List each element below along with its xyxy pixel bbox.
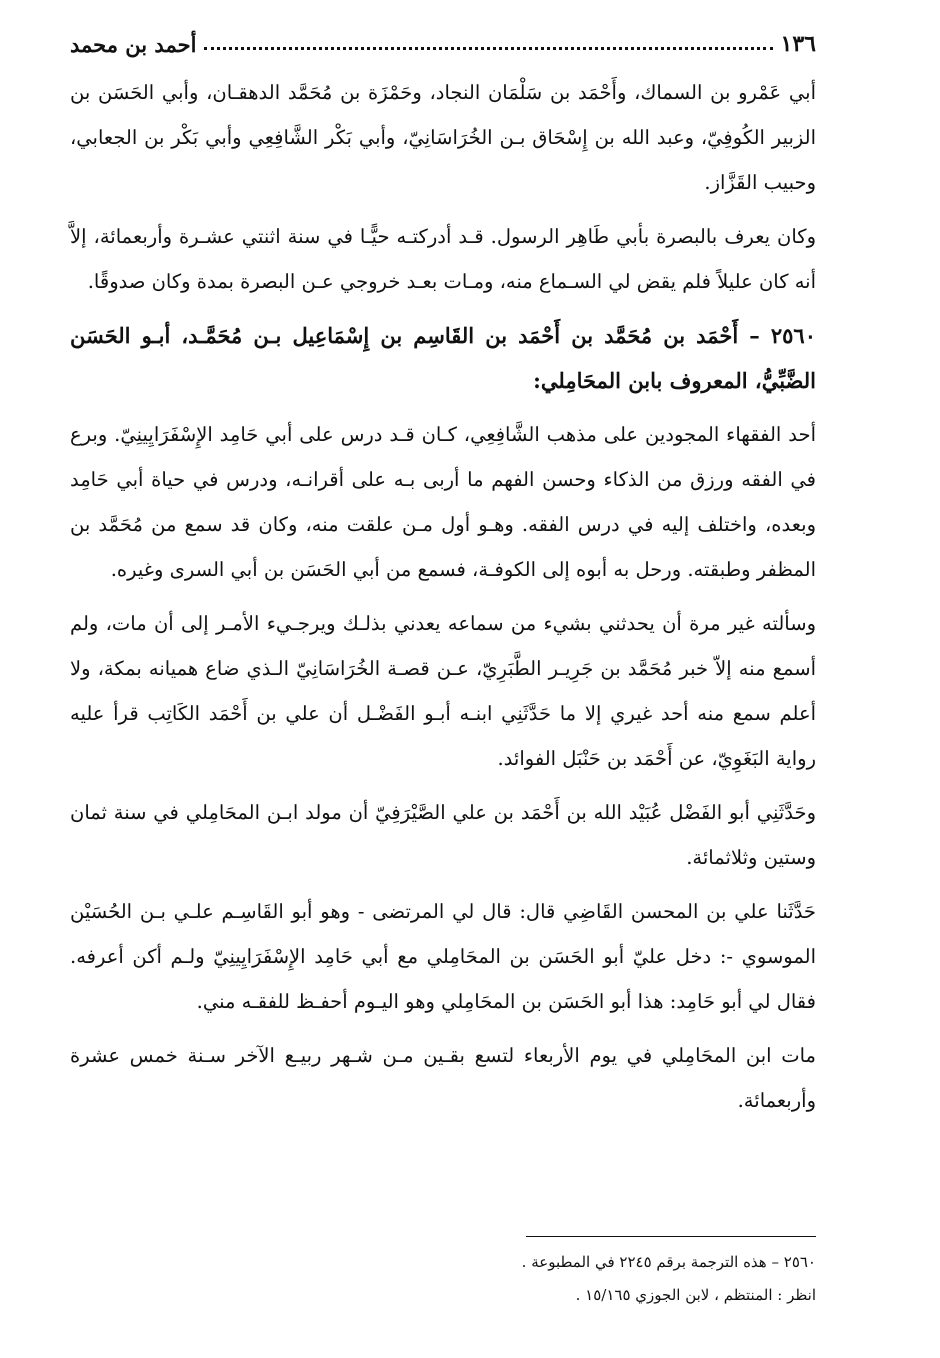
paragraph: وسألته غير مرة أن يحدثني بشيء من سماعه يعدني بذلـك ويرجـيء الأمـر إلى أن مات، ولم أسمع منه إلاّ خبر مُحَمَّد بن جَرِيـر الطَّبَرِيّ، عـن قصـة الخُرَاسَانِيّ الـذي ضاع هميانه بمكة، ولا أعلم سمع منه أحد غيري إلا ما حَدَّثَنِي ابنـه أبـو الفَضْـل أن علي بن أَحْمَد الكَاتِب قرأ عليه رواية البَغَوِيّ، عن أَحْمَد بن حَنْبَل الفوائد. — [70, 612, 817, 770]
paragraph: حَدَّثَنا علي بن المحسن القَاضِي قال: قال لي المرتضى - وهو أبو القَاسِـم علـي بـن الحُسَيْن الموسوي -: دخل عليّ أبو الحَسَن بن المحَامِلي مع أبي حَامِد الإِسْفَرَايِينِيّ ولـم أكن أعرفه. فقال لي أبو حَامِد: هذا أبو الحَسَن بن المحَامِلي وهو اليـوم أحفـظ للفقـه مني. — [70, 900, 816, 1013]
page-header — [70, 24, 816, 64]
header-dotted-leader — [204, 47, 772, 50]
paragraph: وحَدَّثَنِي أبو الفَضْل عُبَيْد الله بن أَحْمَد بن علي الصَّيْرَفِيّ أن مولد ابـن المحَامِلي في سنة ثمان وستين وثلاثمائة. — [70, 801, 816, 869]
page-body — [70, 70, 816, 1132]
running-title: أحمد بن محمد — [70, 31, 197, 57]
entry-title: ٢٥٦٠ – أَحْمَد بن مُحَمَّد بن أَحْمَد بن القَاسِم بن إِسْمَاعِيل بـن مُحَمَّـد، أبـو الحَسَن الضَّبِّيُّ، المعروف بابن المحَامِلي: — [70, 323, 816, 393]
footnote: انظر : المنتظم ، لابن الجوزي ١٥/١٦٥ . — [575, 1286, 816, 1304]
footnote: ٢٥٦٠ – هذه الترجمة برقم ٢٢٤٥ في المطبوعة . — [521, 1253, 816, 1271]
paragraph: أبي عَمْرو بن السماك، وأَحْمَد بن سَلْمَان النجاد، وحَمْزَة بن مُحَمَّد الدهقـان، وأبي الحَسَن بن الزبير الكُوفِيّ، وعبد الله بن إِسْحَاق بـن الخُرَاسَانِيّ، وأبي بَكْر الشَّافِعِي وأبي بَكْر بن الجعابي، وحبيب القَزَّاز. — [70, 81, 816, 194]
footnote-separator — [526, 1236, 816, 1237]
paragraph: مات ابن المحَامِلي في يوم الأربعاء لتسع بقـين مـن شـهر ربيـع الآخر سـنة خمس عشرة وأربعمائة. — [70, 1044, 816, 1112]
paragraph: أحد الفقهاء المجودين على مذهب الشَّافِعِي، كـان قـد درس على أبي حَامِد الإِسْفَرَايِينِيّ. وبرع في الفقه ورزق من الذكاء وحسن الفهم ما أربى بـه على أقرانـه، ودرس في حياة أبي حَامِد وبعده، واختلف إليه في درس الفقه. وهـو أول مـن علقت منه، وكان قد سمع من مُحَمَّد بن المظفر وطبقته. ورحل به أبوه إلى الكوفـة، فسمع من أبي الحَسَن بن أبي السرى وغيره. — [70, 423, 816, 581]
page-number: ١٣٦ — [780, 31, 816, 57]
paragraph: وكان يعرف بالبصرة بأبي طَاهِر الرسول. قـد أدركتـه حيًّـا في سنة اثنتي عشـرة وأربعمائة، إلاَّ أنه كان عليلاً فلم يقض لي السـماع منه، ومـات بعـد خروجي عـن البصرة بمدة وكان صدوقًا. — [70, 225, 816, 293]
footnotes — [70, 1246, 816, 1312]
